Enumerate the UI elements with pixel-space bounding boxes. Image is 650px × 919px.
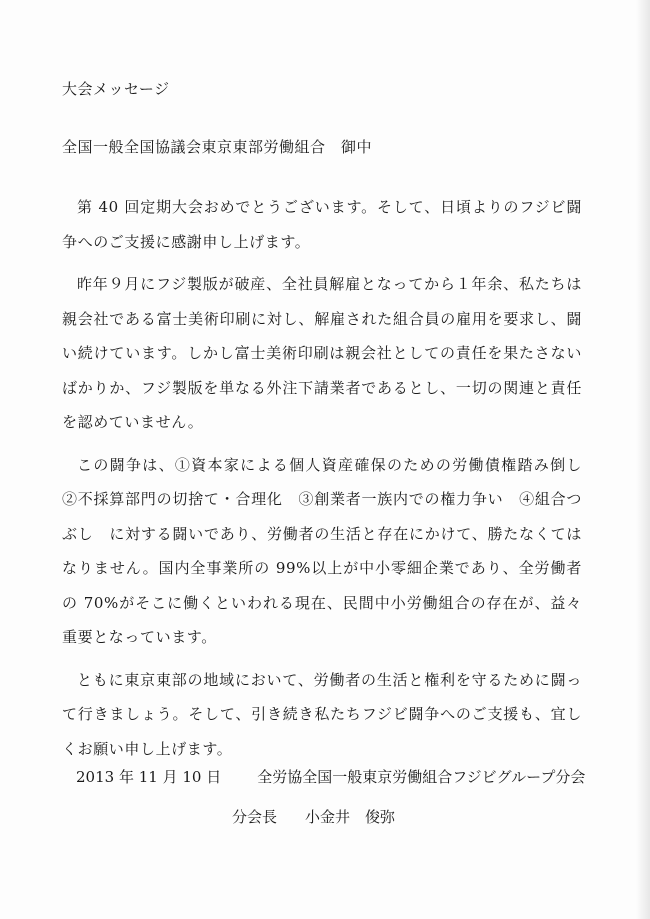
message-heading: 大会メッセージ xyxy=(62,80,170,98)
signer-name: 小金井 俊弥 xyxy=(305,808,396,826)
scan-edge-shadow xyxy=(636,0,650,919)
addressee-line: 全国一般全国協議会東京東部労働組合 御中 xyxy=(62,138,373,156)
sender-organization: 全労協全国一般東京労働組合フジビグループ分会 xyxy=(257,768,586,786)
letter-date: 2013 年 11 月 10 日 xyxy=(76,768,222,786)
date-organization-line xyxy=(76,766,585,787)
signer-title: 分会長 xyxy=(232,808,278,826)
message-body xyxy=(62,190,598,774)
paragraph-closing: ともに東京東部の地域において、労働者の生活と権利を守るために闘って行きましょう。そして、引き続き私たちフジビ闘争へのご支援も、宜しくお願い申し上げます。 xyxy=(62,670,582,758)
paragraph-greeting: 第 40 回定期大会おめでとうございます。そして、日頃よりのフジビ闘争へのご支援に感謝申し上げます。 xyxy=(62,198,582,251)
signer-line xyxy=(232,806,395,827)
paragraph-background: 昨年９月にフジ製版が破産、全社員解雇となってから１年余、私たちは親会社である富士美術印刷に対し、解雇された組合員の雇用を要求し、闘い続けています。しかし富士美術印刷は親会社としての責任を果たさないばかりか、フジ製版を単なる外注下請業者であるとし、一切の関連と責任を認めていません。 xyxy=(62,275,582,431)
paragraph-struggle: この闘争は、①資本家による個人資産確保のための労働債権踏み倒し ②不採算部門の切捨て・合理化 ③創業者一族内での権力争い ④組合つぶし に対する闘いであり、労働者の生活と存在にかけて、勝たなくてはなりません。国内全事業所の 99%以上が中小零細企業であり、全労働者の 70%がそこに働くといわれる現在、民間中小労働組合の存在が、益々重要となっています。 xyxy=(62,455,598,646)
